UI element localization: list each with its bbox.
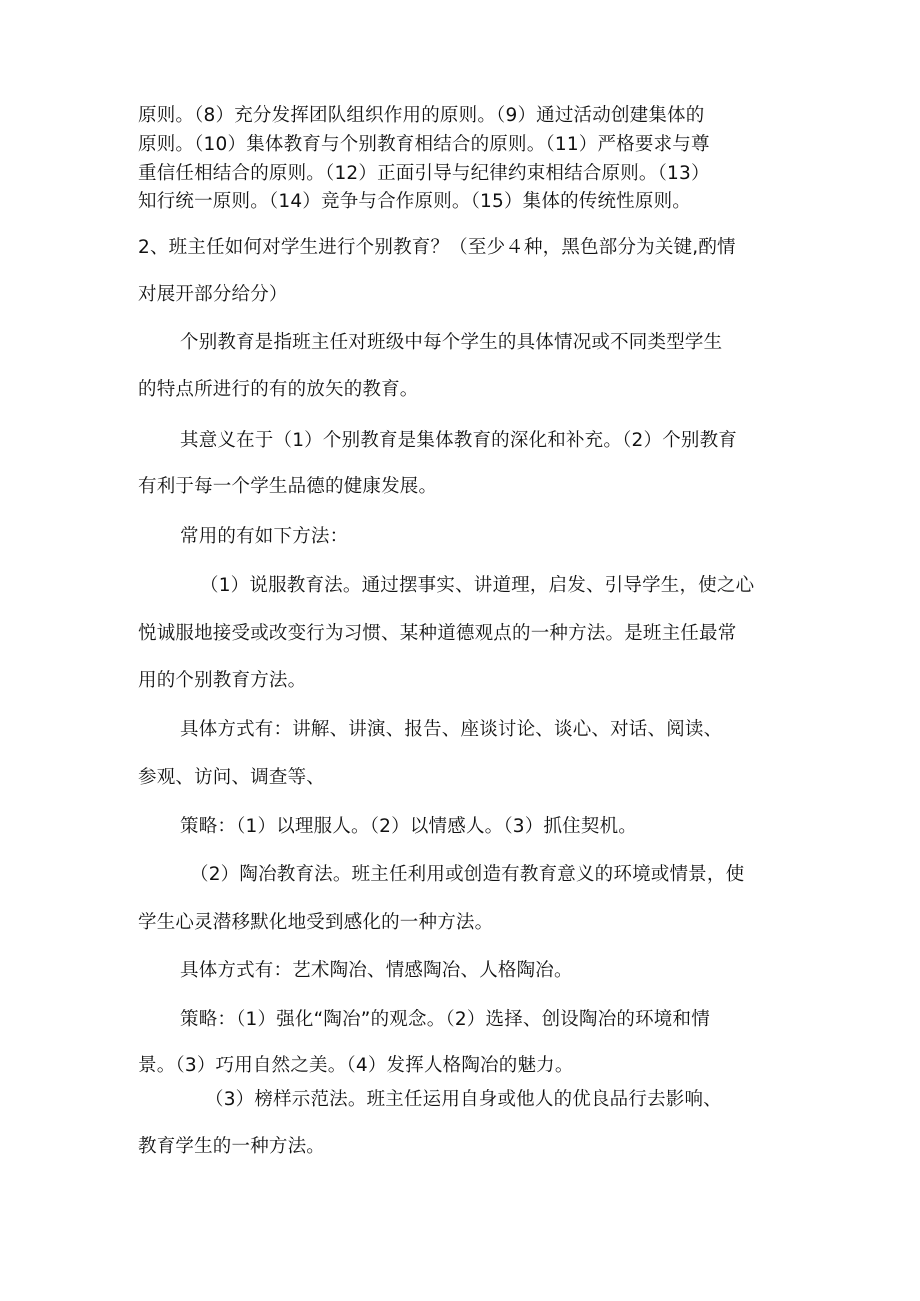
method-heading: （1）说服教育法。通过摆事实、讲道理，启发、引导学生，使之心	[200, 575, 755, 596]
text-line: 知行统一原则。（14）竞争与合作原则。（15）集体的传统性原则。	[138, 191, 691, 212]
text-line: 常用的有如下方法：	[180, 526, 349, 547]
method-heading: （2）陶冶教育法。班主任利用或创造有教育意义的环境或情景，使	[190, 864, 745, 885]
method-heading: （3）榜样示范法。班主任运用自身或他人的优良品行去影响、	[205, 1089, 722, 1110]
text-line: 具体方式有：讲解、讲演、报告、座谈讨论、谈心、对话、阅读、	[180, 719, 723, 740]
text-line: 用的个别教育方法。	[138, 670, 307, 691]
text-line: 教育学生的一种方法。	[138, 1136, 326, 1157]
question-heading: 对展开部分给分）	[138, 284, 288, 305]
text-line: 景。（3）巧用自然之美。（4）发挥人格陶冶的魅力。	[138, 1055, 574, 1076]
text-line: 学生心灵潜移默化地受到感化的一种方法。	[138, 912, 494, 933]
question-heading: 2、班主任如何对学生进行个别教育？（至少４种，黑色部分为关键,酌情	[138, 237, 736, 258]
text-line: 有利于每一个学生品德的健康发展。	[138, 476, 438, 497]
text-line: 其意义在于（1）个别教育是集体教育的深化和补充。（2）个别教育	[180, 430, 737, 451]
text-line: 策略：（1）强化“陶冶”的观念。（2）选择、创设陶冶的环境和情	[180, 1009, 710, 1030]
text-line: 策略：（1）以理服人。（2）以情感人。（3）抓住契机。	[180, 816, 637, 837]
text-line: 原则。（10）集体教育与个别教育相结合的原则。（11）严格要求与尊	[138, 134, 710, 155]
text-line: 具体方式有：艺术陶冶、情感陶冶、人格陶冶。	[180, 960, 573, 981]
text-line: 参观、访问、调查等、	[138, 767, 326, 788]
text-line: 的特点所进行的有的放矢的教育。	[138, 379, 419, 400]
text-line: 个别教育是指班主任对班级中每个学生的具体情况或不同类型学生	[180, 332, 723, 353]
text-line: 悦诚服地接受或改变行为习惯、某种道德观点的一种方法。是班主任最常	[138, 623, 737, 644]
text-line: 重信任相结合的原则。（12）正面引导与纪律约束相结合原则。（13）	[138, 163, 710, 184]
text-line: 原则。（8）充分发挥团队组织作用的原则。（9）通过活动创建集体的	[138, 105, 705, 126]
